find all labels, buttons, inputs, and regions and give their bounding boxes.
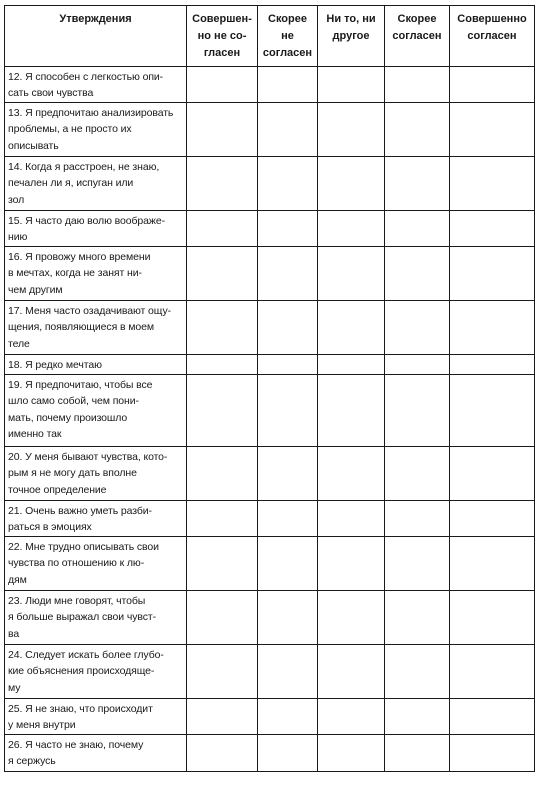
answer-cell-strongly-agree[interactable] xyxy=(450,537,535,591)
table-row xyxy=(5,247,535,301)
answer-cell-strongly-agree[interactable] xyxy=(450,157,535,211)
table-row xyxy=(5,375,535,447)
answer-cell-rather-disagree[interactable] xyxy=(258,301,318,355)
statement-text: 23. Люди мне говорят, чтобы я больше выражал свои чувст- ва xyxy=(5,591,187,645)
answer-cell-strongly-agree[interactable] xyxy=(450,699,535,735)
answer-cell-rather-agree[interactable] xyxy=(385,157,450,211)
statement-text: 17. Меня часто озадачивают ощу- щения, появляющиеся в моем теле xyxy=(5,301,187,355)
answer-cell-rather-disagree[interactable] xyxy=(258,501,318,537)
answer-cell-rather-disagree[interactable] xyxy=(258,103,318,157)
answer-cell-strongly-disagree[interactable] xyxy=(187,447,258,501)
table-row xyxy=(5,591,535,645)
answer-cell-rather-disagree[interactable] xyxy=(258,67,318,103)
answer-cell-neither[interactable] xyxy=(318,67,385,103)
answer-cell-strongly-agree[interactable] xyxy=(450,501,535,537)
answer-cell-rather-agree[interactable] xyxy=(385,735,450,772)
answer-cell-neither[interactable] xyxy=(318,355,385,375)
statement-text: 22. Мне трудно описывать свои чувства по отношению к лю- дям xyxy=(5,537,187,591)
answer-cell-rather-agree[interactable] xyxy=(385,67,450,103)
answer-cell-strongly-disagree[interactable] xyxy=(187,355,258,375)
answer-cell-rather-agree[interactable] xyxy=(385,355,450,375)
header-row xyxy=(5,6,535,67)
answer-cell-strongly-disagree[interactable] xyxy=(187,157,258,211)
answer-cell-neither[interactable] xyxy=(318,699,385,735)
answer-cell-rather-agree[interactable] xyxy=(385,537,450,591)
answer-cell-rather-agree[interactable] xyxy=(385,103,450,157)
statement-text: 12. Я способен с легкостью опи- сать свои чувства xyxy=(5,67,187,103)
questionnaire-table xyxy=(4,5,535,772)
answer-cell-strongly-disagree[interactable] xyxy=(187,301,258,355)
statement-text: 16. Я провожу много времени в мечтах, когда не занят ни- чем другим xyxy=(5,247,187,301)
table-row xyxy=(5,501,535,537)
answer-cell-strongly-disagree[interactable] xyxy=(187,375,258,447)
answer-cell-rather-disagree[interactable] xyxy=(258,355,318,375)
statement-text: 14. Когда я расстроен, не знаю, печален ли я, испуган или зол xyxy=(5,157,187,211)
answer-cell-rather-disagree[interactable] xyxy=(258,537,318,591)
answer-cell-strongly-agree[interactable] xyxy=(450,67,535,103)
answer-cell-rather-agree[interactable] xyxy=(385,501,450,537)
answer-cell-neither[interactable] xyxy=(318,211,385,247)
answer-cell-neither[interactable] xyxy=(318,591,385,645)
answer-cell-strongly-agree[interactable] xyxy=(450,247,535,301)
table-row xyxy=(5,699,535,735)
header-rather-agree: Скорее согласен xyxy=(385,6,450,67)
answer-cell-strongly-disagree[interactable] xyxy=(187,247,258,301)
statement-text: 24. Следует искать более глубо- кие объяснения происходяще- му xyxy=(5,645,187,699)
answer-cell-neither[interactable] xyxy=(318,735,385,772)
table-row xyxy=(5,301,535,355)
table-row xyxy=(5,67,535,103)
answer-cell-strongly-disagree[interactable] xyxy=(187,211,258,247)
answer-cell-strongly-disagree[interactable] xyxy=(187,699,258,735)
statement-text: 26. Я часто не знаю, почему я сержусь xyxy=(5,735,187,772)
answer-cell-rather-agree[interactable] xyxy=(385,591,450,645)
answer-cell-rather-agree[interactable] xyxy=(385,447,450,501)
answer-cell-strongly-agree[interactable] xyxy=(450,735,535,772)
answer-cell-neither[interactable] xyxy=(318,501,385,537)
answer-cell-rather-disagree[interactable] xyxy=(258,591,318,645)
answer-cell-neither[interactable] xyxy=(318,375,385,447)
answer-cell-rather-agree[interactable] xyxy=(385,247,450,301)
statement-text: 13. Я предпочитаю анализировать проблемы, а не просто их описывать xyxy=(5,103,187,157)
answer-cell-strongly-disagree[interactable] xyxy=(187,537,258,591)
answer-cell-rather-disagree[interactable] xyxy=(258,157,318,211)
answer-cell-strongly-agree[interactable] xyxy=(450,211,535,247)
statement-text: 18. Я редко мечтаю xyxy=(5,355,187,375)
answer-cell-strongly-disagree[interactable] xyxy=(187,591,258,645)
answer-cell-strongly-agree[interactable] xyxy=(450,355,535,375)
statement-text: 19. Я предпочитаю, чтобы все шло само собой, чем пони- мать, почему произошло именно так xyxy=(5,375,187,447)
answer-cell-strongly-disagree[interactable] xyxy=(187,645,258,699)
answer-cell-rather-disagree[interactable] xyxy=(258,375,318,447)
answer-cell-rather-disagree[interactable] xyxy=(258,645,318,699)
answer-cell-rather-disagree[interactable] xyxy=(258,735,318,772)
answer-cell-strongly-disagree[interactable] xyxy=(187,501,258,537)
table-row xyxy=(5,447,535,501)
answer-cell-rather-agree[interactable] xyxy=(385,211,450,247)
answer-cell-neither[interactable] xyxy=(318,157,385,211)
header-statements: Утверждения xyxy=(5,6,187,67)
header-rather-disagree: Скорее не согласен xyxy=(258,6,318,67)
answer-cell-strongly-agree[interactable] xyxy=(450,645,535,699)
table-row xyxy=(5,211,535,247)
answer-cell-strongly-disagree[interactable] xyxy=(187,103,258,157)
answer-cell-neither[interactable] xyxy=(318,103,385,157)
answer-cell-rather-disagree[interactable] xyxy=(258,699,318,735)
answer-cell-rather-disagree[interactable] xyxy=(258,247,318,301)
answer-cell-rather-disagree[interactable] xyxy=(258,447,318,501)
answer-cell-rather-agree[interactable] xyxy=(385,301,450,355)
table-row xyxy=(5,645,535,699)
statement-text: 15. Я часто даю волю воображе- нию xyxy=(5,211,187,247)
answer-cell-strongly-agree[interactable] xyxy=(450,591,535,645)
answer-cell-neither[interactable] xyxy=(318,301,385,355)
answer-cell-strongly-agree[interactable] xyxy=(450,301,535,355)
answer-cell-neither[interactable] xyxy=(318,645,385,699)
answer-cell-strongly-agree[interactable] xyxy=(450,103,535,157)
table-row xyxy=(5,157,535,211)
table-row xyxy=(5,355,535,375)
answer-cell-rather-disagree[interactable] xyxy=(258,211,318,247)
answer-cell-strongly-disagree[interactable] xyxy=(187,67,258,103)
answer-cell-strongly-agree[interactable] xyxy=(450,447,535,501)
answer-cell-rather-agree[interactable] xyxy=(385,375,450,447)
header-strongly-disagree: Совершен- но не со- гласен xyxy=(187,6,258,67)
statement-text: 25. Я не знаю, что происходит у меня внутри xyxy=(5,699,187,735)
answer-cell-rather-agree[interactable] xyxy=(385,645,450,699)
table-row xyxy=(5,735,535,772)
answer-cell-neither[interactable] xyxy=(318,447,385,501)
answer-cell-strongly-agree[interactable] xyxy=(450,375,535,447)
table-row xyxy=(5,537,535,591)
answer-cell-rather-agree[interactable] xyxy=(385,699,450,735)
answer-cell-strongly-disagree[interactable] xyxy=(187,735,258,772)
statement-text: 21. Очень важно уметь разби- раться в эмоциях xyxy=(5,501,187,537)
answer-cell-neither[interactable] xyxy=(318,537,385,591)
header-neither: Ни то, ни другое xyxy=(318,6,385,67)
header-strongly-agree: Совершенно согласен xyxy=(450,6,535,67)
table-row xyxy=(5,103,535,157)
answer-cell-neither[interactable] xyxy=(318,247,385,301)
statement-text: 20. У меня бывают чувства, кото- рым я не могу дать вполне точное определение xyxy=(5,447,187,501)
